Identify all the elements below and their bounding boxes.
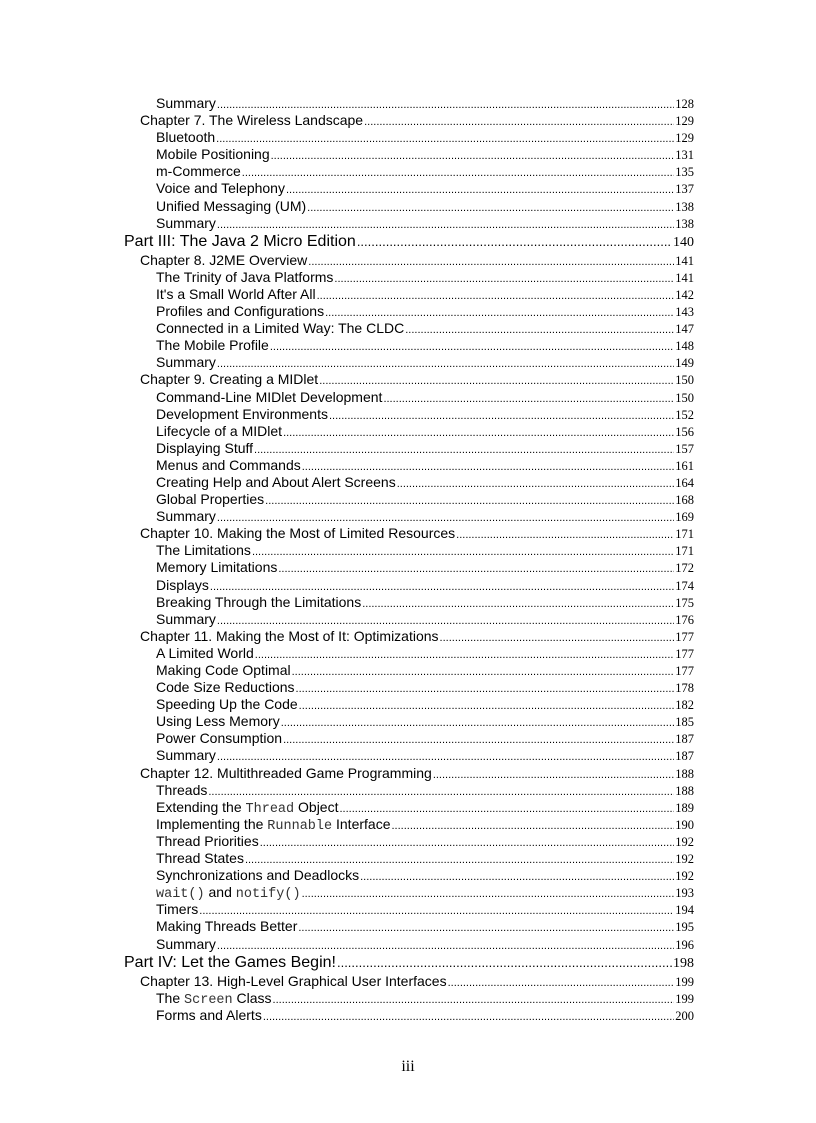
toc-section-entry [124,884,694,901]
dot-leader [433,767,674,784]
toc-title-text: Chapter 9. Creating a MIDlet [140,371,319,388]
toc-entry-title [156,269,333,286]
dot-leader [252,544,674,561]
toc-title-text: Breaking Through the Limitations [156,593,362,610]
toc-page-number: 169 [675,510,694,525]
toc-section-entry [124,645,694,662]
toc-page-number: 190 [675,817,694,832]
toc-entry-title [124,953,336,973]
toc-page-number: 168 [675,493,694,508]
toc-section-entry [124,180,694,197]
toc-entry-title [156,303,324,320]
dot-leader [278,561,674,578]
toc-title-text: Using Less Memory [156,713,280,730]
toc-page-number: 150 [675,390,694,405]
toc-section-entry [124,611,694,628]
toc-page-number: 192 [675,869,694,884]
toc-entry-title [156,320,404,337]
dot-leader [307,200,674,217]
toc-section-entry [124,163,694,180]
toc-section-entry [124,337,694,354]
toc-entry-title [156,850,244,867]
toc-page-number: 128 [675,97,694,111]
toc-section-entry [124,303,694,320]
toc-page-number: 129 [675,114,694,129]
toc-entry-title [140,628,439,645]
toc-entry-title [156,180,285,197]
toc-title-text: Chapter 13. High-Level Graphical User Interfaces [140,972,447,989]
toc-section-entry [124,816,694,833]
toc-page-number: 138 [675,199,694,214]
dot-leader [299,698,675,715]
toc-section-entry [124,440,694,457]
toc-entry-title [156,662,291,679]
toc-chapter-entry [124,628,694,645]
toc-entry-title [140,973,447,990]
toc-page-number: 138 [675,216,694,231]
toc-section-entry [124,867,694,884]
toc-entry-title [156,1007,262,1024]
toc-section-entry [124,696,694,713]
toc-title-text: Extending the [156,798,246,815]
toc-title-text: Implementing the [156,815,268,832]
toc-title-text: Summary [156,935,216,952]
dot-leader [357,232,672,252]
toc-title-text: Threads [156,781,208,798]
toc-entry-title [156,542,251,559]
toc-section-entry [124,799,694,816]
dot-leader [254,442,674,459]
dot-leader [260,835,675,852]
toc-title-text: Memory Limitations [156,559,278,576]
toc-page-number: 175 [675,595,694,610]
toc-section-entry [124,594,694,611]
toc-title-text: The [156,989,185,1006]
dot-leader [364,114,674,131]
dot-leader [286,182,674,199]
dot-leader [283,732,674,749]
toc-page-number: 187 [675,732,694,747]
toc-page-number: 185 [675,715,694,730]
toc-section-entry [124,1007,694,1024]
toc-page-number: 174 [675,578,694,593]
toc-section-entry [124,833,694,850]
dot-leader [329,408,674,425]
toc-page-number: 194 [675,903,694,918]
code-identifier: Thread [245,801,295,817]
toc-entry-title [156,696,298,713]
toc-page-number: 199 [675,974,694,989]
toc-section-entry [124,269,694,286]
toc-title-text: and [204,884,236,901]
dot-leader [397,476,675,493]
toc-title-text: Chapter 12. Multithreaded Game Programming [140,764,432,781]
toc-section-entry [124,423,694,440]
toc-page-number: 189 [675,800,694,815]
toc-entry-title [156,713,280,730]
toc-title-text: Summary [156,610,216,627]
dot-leader [391,818,674,835]
dot-leader [362,596,674,613]
toc-entry-title [140,252,307,269]
toc-entry-title [156,286,316,303]
toc-title-text: The Trinity of Java Platforms [156,268,334,285]
toc-title-text: Chapter 11. Making the Most of It: Optimizations [140,627,439,644]
toc-page-number: 164 [675,475,694,490]
toc-page-number: 135 [675,165,694,180]
toc-title-text: Bluetooth [156,129,216,146]
dot-leader [302,886,675,903]
dot-leader [448,975,675,992]
code-identifier: Runnable [267,818,333,834]
toc-title-text: Chapter 10. Making the Most of Limited Resources [140,525,456,542]
toc-entry-title [140,765,432,782]
toc-entry-title [156,354,216,371]
toc-title-text: Forms and Alerts [156,1006,262,1023]
dot-leader [337,953,672,973]
toc-title-text: Speeding Up the Code [156,696,298,713]
toc-section-entry [124,286,694,303]
toc-entry-title [156,474,396,491]
toc-title-text: Lifecycle of a MIDlet [156,422,283,439]
toc-entry-title [156,833,259,850]
toc-section-entry [124,901,694,918]
toc-section-entry [124,850,694,867]
toc-page-number: 143 [675,305,694,320]
toc-entry-title [140,371,318,388]
toc-chapter-entry [124,112,694,129]
toc-page-number: 177 [675,664,694,678]
toc-title-text: Chapter 8. J2ME Overview [140,251,308,268]
toc-section-entry [124,662,694,679]
toc-entry-title [156,594,361,611]
toc-title-text: Profiles and Configurations [156,303,325,320]
toc-entry-title [156,679,295,696]
toc-section-entry [124,577,694,594]
toc-entry-title [156,423,282,440]
toc-page-number: 161 [675,458,694,473]
toc-entry-title [156,440,253,457]
toc-title-text: Summary [156,508,216,525]
toc-part-entry [124,232,694,252]
toc-chapter-entry [124,973,694,990]
toc-section-entry [124,198,694,215]
toc-section-entry [124,406,694,423]
toc-title-text: Displays [156,576,209,593]
toc-chapter-entry [124,525,694,542]
toc-section-entry [124,679,694,696]
toc-page-number: 157 [675,441,694,456]
toc-page-number: 171 [675,544,694,559]
code-identifier: notify() [235,887,301,903]
toc-title-text: Development Environments [156,405,328,422]
dot-leader [440,630,675,647]
page-number: iii [401,1058,415,1075]
toc-entry-title [156,936,216,953]
toc-page-number: 187 [675,749,694,764]
toc-title-text: Summary [156,214,216,231]
toc-section-entry [124,990,694,1007]
toc-entry-title [156,337,269,354]
toc-chapter-entry [124,252,694,269]
toc-entry-title [156,508,216,525]
toc-page-number: 141 [675,270,694,285]
code-identifier: wait() [156,887,205,903]
toc-page-number: 188 [675,766,694,781]
dot-leader [360,869,674,886]
toc-entry-title [156,198,306,215]
toc-entry-title [124,232,356,252]
toc-title-text: Synchronizations and Deadlocks [156,867,360,884]
dot-leader [255,647,674,664]
dot-leader [308,254,674,271]
toc-section-entry [124,542,694,559]
toc-entry-title [156,215,216,232]
toc-title-text: Code Size Reductions [156,679,295,696]
toc-page-number: 182 [675,698,694,713]
toc-title-text: The Limitations [156,542,251,559]
table-of-contents [124,95,694,1024]
toc-section-entry [124,782,694,799]
toc-title-text: The Mobile Profile [156,337,269,354]
toc-entry-title [156,901,198,918]
toc-page-number: 195 [675,920,694,935]
toc-page-number: 177 [675,629,694,644]
toc-title-text: Making Threads Better [156,918,298,935]
toc-title-text: Voice and Telephony [156,180,285,197]
dot-leader [273,992,675,1009]
dot-leader [292,664,675,681]
toc-section-entry [124,320,694,337]
toc-entry-title [156,129,215,146]
toc-entry-title [156,163,241,180]
toc-title-text: Creating Help and About Alert Screens [156,473,396,490]
dot-leader [216,131,674,148]
toc-section-entry [124,730,694,747]
toc-entry-title [156,645,254,662]
toc-chapter-entry [124,765,694,782]
toc-entry-title [156,457,301,474]
toc-section-entry [124,474,694,491]
toc-title-text: Class [232,989,272,1006]
toc-section-entry [124,559,694,576]
toc-page-number: 193 [675,886,694,901]
toc-page-number: 148 [675,339,694,354]
toc-page-number: 129 [675,131,694,146]
toc-title-text: Chapter 7. The Wireless Landscape [140,112,364,129]
toc-title-text: m-Commerce [156,163,241,180]
dot-leader [281,715,675,732]
toc-page-number: 171 [675,527,694,542]
toc-section-entry [124,129,694,146]
toc-section-entry [124,936,694,953]
toc-entry-title [156,559,277,576]
toc-section-entry [124,491,694,508]
toc-page-number: 147 [675,322,694,337]
toc-title-text: Connected in a Limited Way: The CLDC [156,320,405,337]
toc-section-entry [124,389,694,406]
dot-leader [271,148,675,165]
toc-chapter-entry [124,371,694,388]
toc-title-text: Timers [156,901,199,918]
toc-entry-title [140,112,363,129]
toc-title-text: Mobile Positioning [156,146,270,163]
toc-title-text: Power Consumption [156,730,283,747]
toc-section-entry [124,354,694,371]
toc-entry-title [156,577,209,594]
toc-entry-title [156,867,359,884]
dot-leader [263,1009,674,1026]
dot-leader [283,425,674,442]
toc-page-number: 199 [675,991,694,1006]
toc-page-number: 192 [675,834,694,849]
toc-entry-title [140,525,455,542]
code-identifier: Screen [184,992,233,1008]
toc-title-text: Menus and Commands [156,456,301,473]
toc-page-number: 176 [675,612,694,627]
dot-leader [334,271,674,288]
toc-title-text: Thread States [156,850,244,867]
toc-page-number: 188 [675,783,694,798]
toc-page-number: 177 [675,646,694,661]
toc-title-text: Summary [156,95,216,111]
dot-leader [383,391,674,408]
toc-page-number: 196 [675,937,694,952]
toc-section-entry [124,713,694,730]
toc-page-number: 192 [675,852,694,867]
dot-leader [456,527,674,544]
toc-title-text: Interface [332,815,391,832]
dot-leader [296,681,675,698]
dot-leader [265,493,674,510]
toc-page-number: 152 [675,407,694,422]
toc-entry-title [156,389,382,406]
toc-title-text: Unified Messaging (UM) [156,197,307,214]
toc-section-entry [124,918,694,935]
dot-leader [270,339,674,356]
toc-page-number: 140 [673,234,694,250]
toc-title-text: It's a Small World After All [156,285,316,302]
toc-section-entry [124,457,694,474]
toc-page-number: 156 [675,424,694,439]
toc-section-entry [124,215,694,232]
toc-page-number: 200 [675,1008,694,1023]
toc-title-text: Making Code Optimal [156,662,291,678]
toc-entry-title [156,491,264,508]
toc-entry-title [156,611,216,628]
toc-entry-title [156,406,328,423]
dot-leader [242,165,674,182]
toc-page-number: 142 [675,287,694,302]
toc-title-text: Thread Priorities [156,832,259,849]
toc-title-text: Object [294,798,339,815]
toc-entry-title [156,747,216,764]
toc-section-entry [124,508,694,525]
dot-leader [298,920,674,937]
toc-page-number: 137 [675,182,694,197]
dot-leader [405,322,674,339]
toc-section-entry [124,747,694,764]
toc-title-text: Part III: The Java 2 Micro Edition [124,232,356,250]
toc-entry-title [156,730,282,747]
toc-title-text: Displaying Stuff [156,439,254,456]
toc-title-text: A Limited World [156,644,254,661]
toc-entry-title [156,782,207,799]
toc-title-text: Summary [156,747,216,764]
toc-page-number: 150 [675,373,694,388]
dot-leader [317,288,675,305]
toc-title-text: Summary [156,354,216,371]
toc-part-entry [124,953,694,973]
toc-title-text: Part IV: Let the Games Begin! [124,953,336,971]
toc-title-text: Command-Line MIDlet Development [156,388,383,405]
toc-page-number: 172 [675,561,694,576]
toc-page-number: 178 [675,681,694,696]
toc-section-entry [124,146,694,163]
toc-entry-title [156,95,216,112]
toc-page-number: 131 [675,148,694,163]
toc-section-entry [124,95,694,112]
toc-page-number: 141 [675,253,694,268]
toc-entry-title [156,918,297,935]
toc-entry-title [156,146,270,163]
toc-page-number: 149 [675,356,694,371]
toc-title-text: Global Properties [156,491,265,508]
toc-page-number: 198 [673,955,694,971]
